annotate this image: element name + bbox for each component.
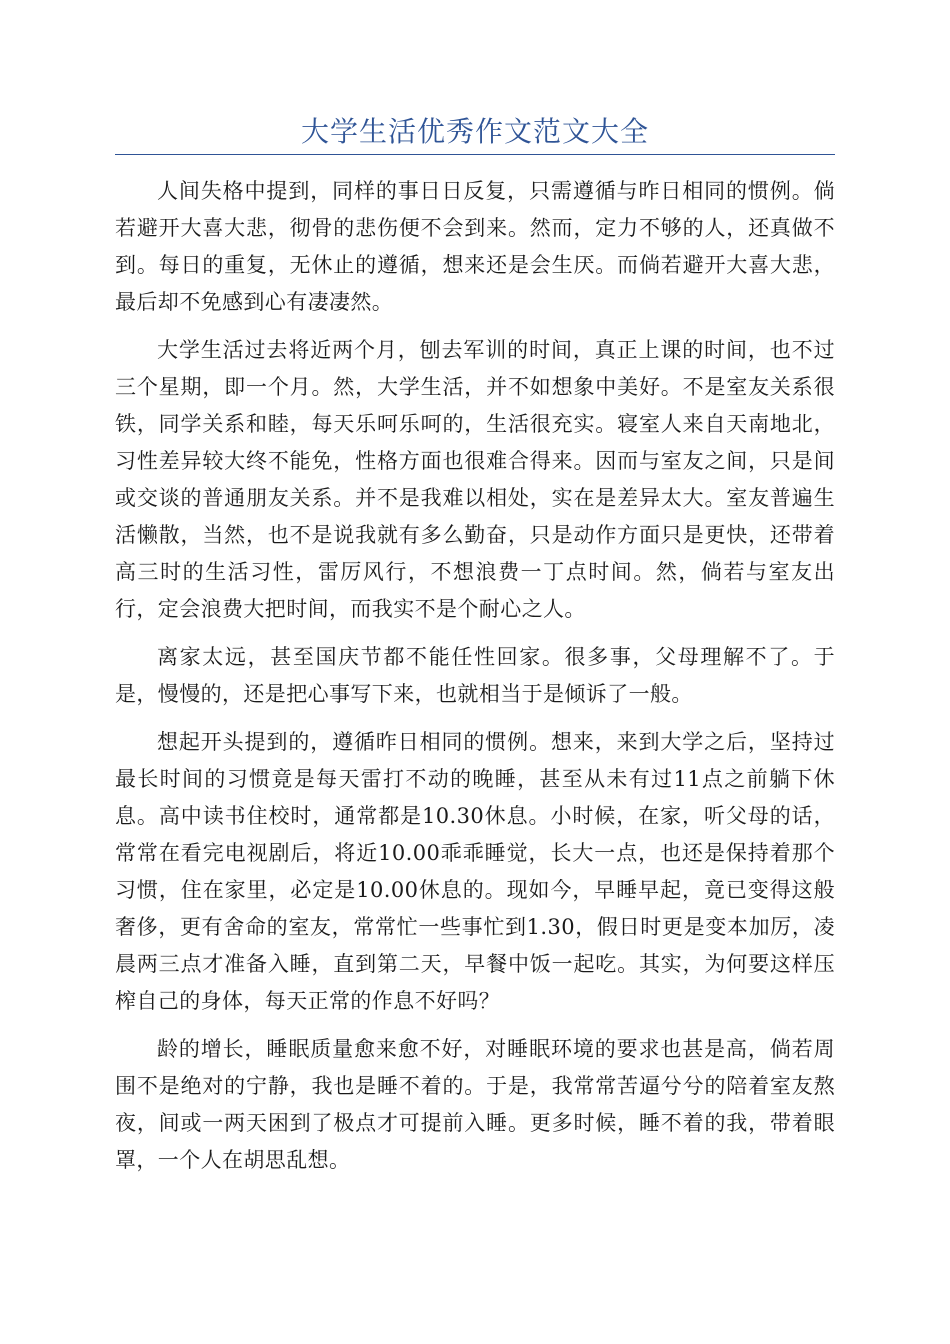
- paragraph-2: 大学生活过去将近两个月，刨去军训的时间，真正上课的时间，也不过三个星期，即一个月。然，大学生活，并不如想象中美好。不是室友关系很铁，同学关系和睦，每天乐呵乐呵的，生活很充实。寝室人来自天南地北，习性差异较大终不能免，性格方面也很难合得来。因而与室友之间，只是间或交谈的普通朋友关系。并不是我难以相处，实在是差异太大。室友普遍生活懒散，当然，也不是说我就有多么勤奋，只是动作方面只是更快，还带着高三时的生活习性，雷厉风行，不想浪费一丁点时间。然，倘若与室友出行，定会浪费大把时间，而我实不是个耐心之人。: [115, 338, 835, 621]
- paragraph-3: 离家太远，甚至国庆节都不能任性回家。很多事，父母理解不了。于是，慢慢的，还是把心事写下来，也就相当于是倾诉了一般。: [115, 645, 835, 706]
- document-title: 大学生活优秀作文范文大全: [300, 115, 649, 148]
- document-page: [115, 112, 835, 1190]
- title-underline: [115, 154, 835, 155]
- paragraph-4: 想起开头提到的，遵循昨日相同的惯例。想来，来到大学之后，坚持过最长时间的习惯竟是每天雷打不动的晚睡，甚至从未有过11点之前躺下休息。高中读书住校时，通常都是10.30休息。小时候，在家，听父母的话，常常在看完电视剧后，将近10.00乖乖睡觉，长大一点，也还是保持着那个习惯，住在家里，必定是10.00休息的。现如今，早睡早起，竟已变得这般奢侈，更有舍命的室友，常常忙一些事忙到1.30，假日时更是变本加厉，凌晨两三点才准备入睡，直到第二天，早餐中饭一起吃。其实，为何要这样压榨自己的身体，每天正常的作息不好吗？: [115, 730, 835, 1013]
- paragraph-5: 龄的增长，睡眠质量愈来愈不好，对睡眠环境的要求也甚是高，倘若周围不是绝对的宁静，我也是睡不着的。于是，我常常苦逼兮兮的陪着室友熬夜，间或一两天困到了极点才可提前入睡。更多时候，睡不着的我，带着眼罩，一个人在胡思乱想。: [115, 1037, 835, 1172]
- paragraph-1: 人间失格中提到，同样的事日日反复，只需遵循与昨日相同的惯例。倘若避开大喜大悲，彻骨的悲伤便不会到来。然而，定力不够的人，还真做不到。每日的重复，无休止的遵循，想来还是会生厌。而倘若避开大喜大悲，最后却不免感到心有凄凄然。: [115, 179, 835, 314]
